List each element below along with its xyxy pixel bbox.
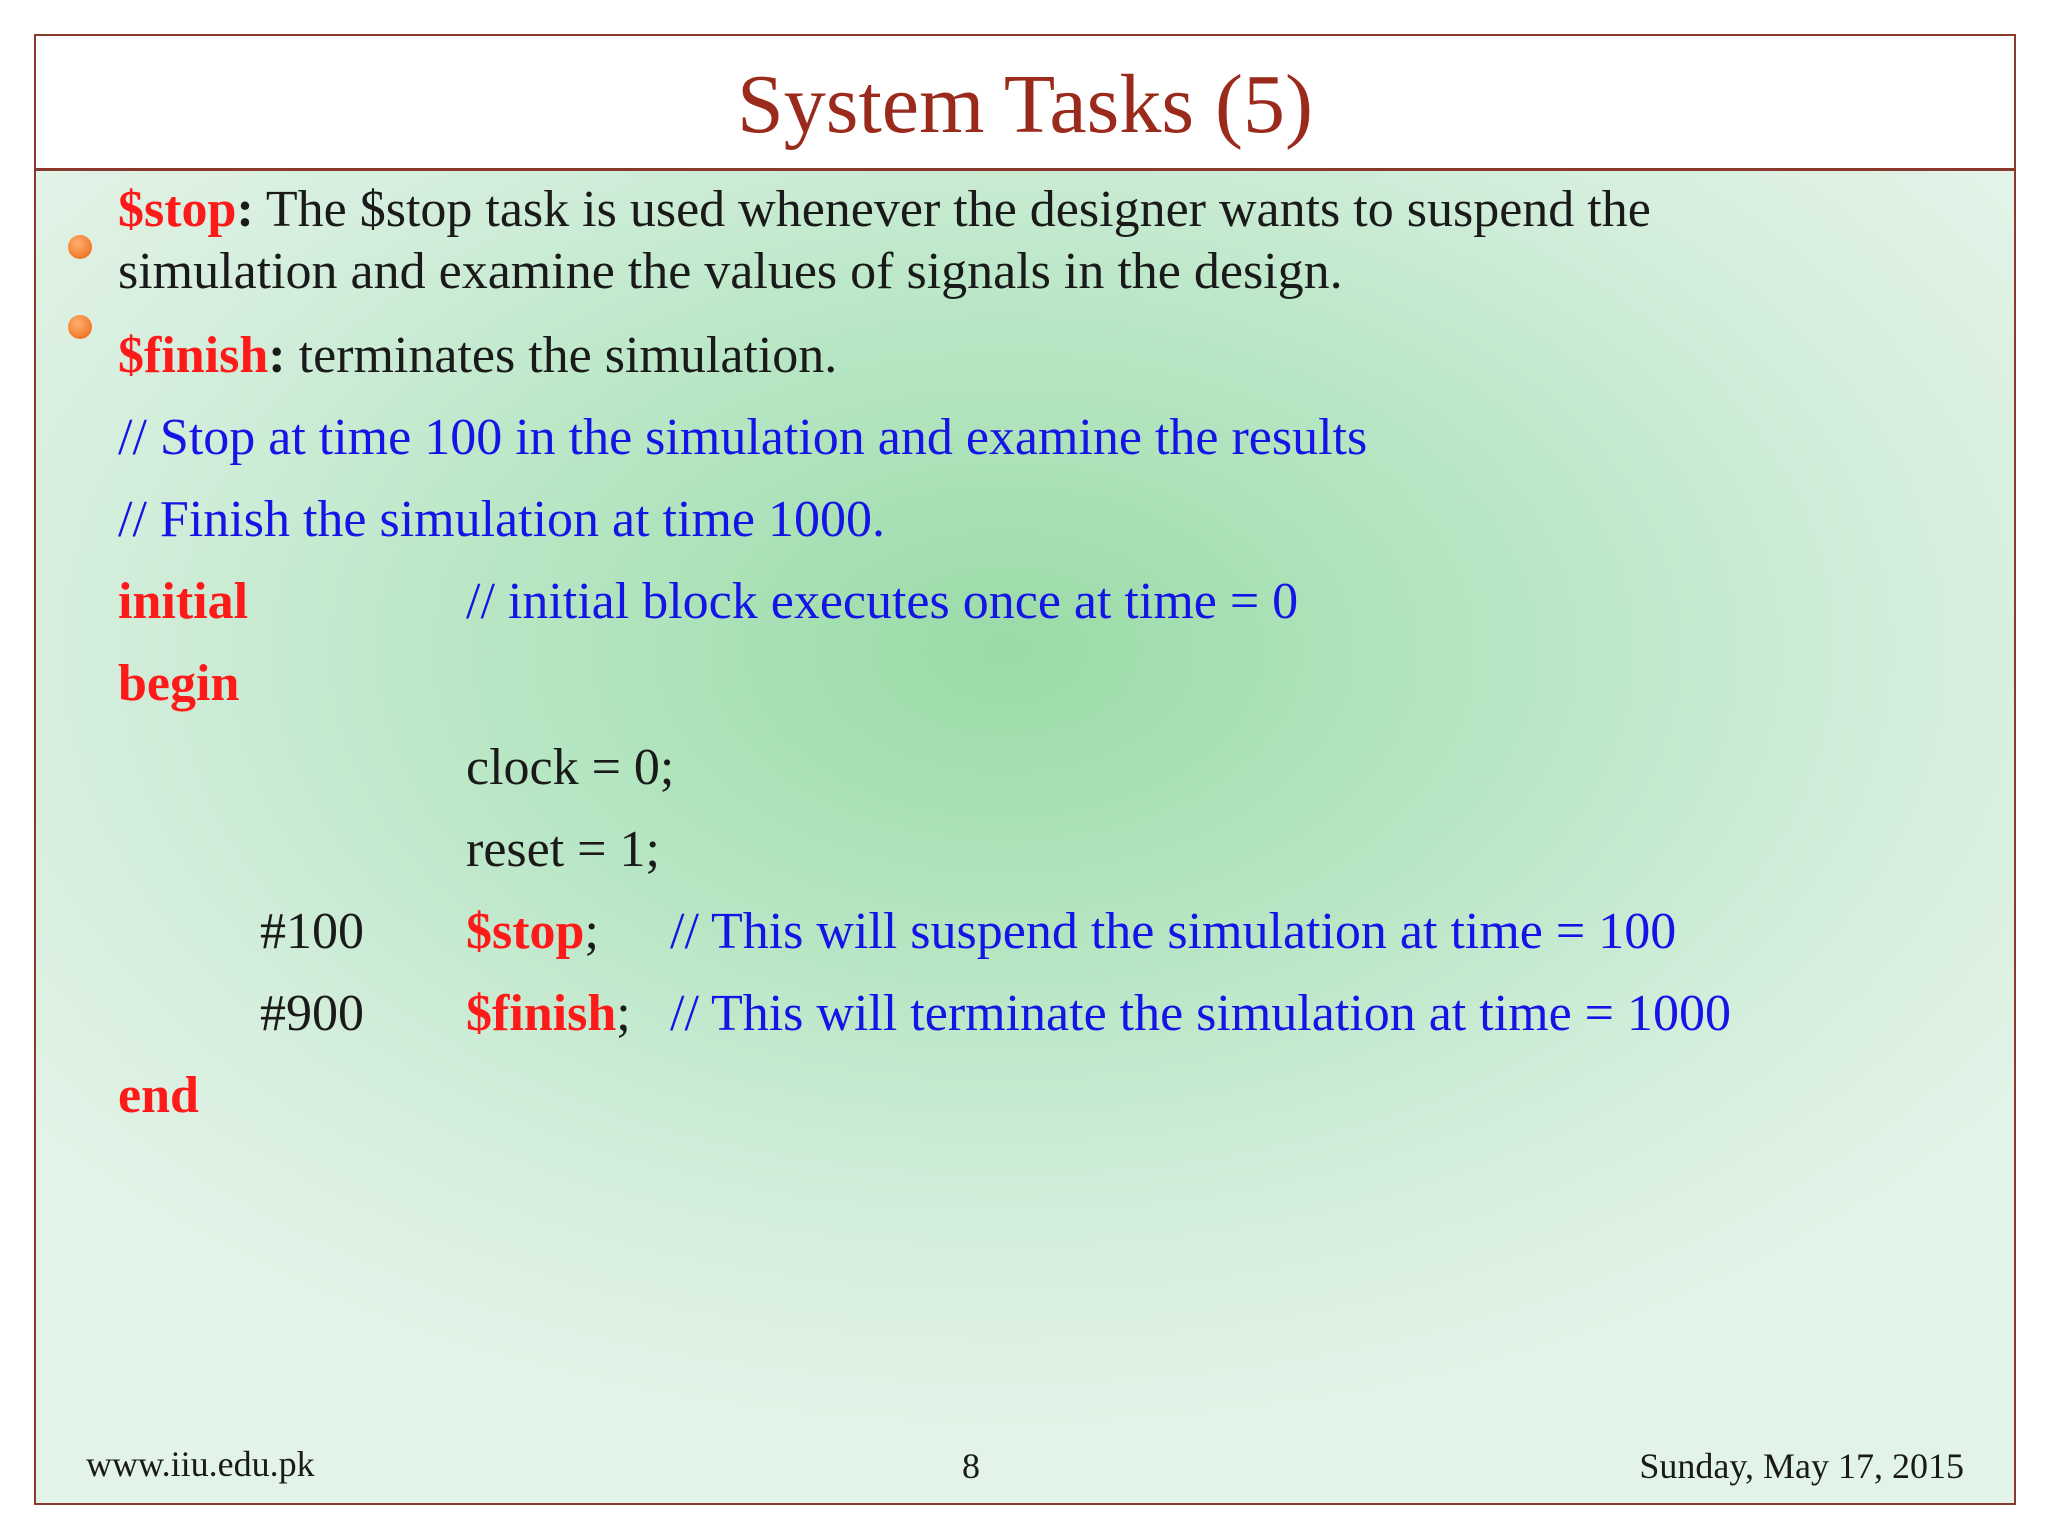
footer-date: Sunday, May 17, 2015 <box>1639 1446 1964 1486</box>
code-delay-900: #900 <box>260 985 364 1042</box>
slide-content <box>36 171 2014 1505</box>
code-stop-statement <box>466 901 599 963</box>
slide-title: System Tasks (5) <box>737 58 1313 151</box>
code-statement-clock: clock = 0; <box>466 739 675 796</box>
stop-description-1: The $stop task is used whenever the designer wants to suspend the <box>253 181 1651 238</box>
footer-page-number: 8 <box>962 1446 980 1486</box>
title-bar <box>36 36 2014 171</box>
code-finish-statement <box>466 983 631 1045</box>
code-finish-semicolon: ; <box>616 985 631 1042</box>
code-delay-100: #100 <box>260 903 364 960</box>
code-finish-task: $finish <box>466 985 617 1042</box>
code-finish-comment: // This will terminate the simulation at time = 1000 <box>670 985 1731 1042</box>
bullet-stop-line1 <box>118 179 1651 241</box>
code-comment-1: // Stop at time 100 in the simulation and examine the results <box>118 409 1368 466</box>
code-end-keyword: end <box>118 1067 199 1124</box>
code-statement-reset: reset = 1; <box>466 821 660 878</box>
finish-colon: : <box>268 327 286 384</box>
code-stop-comment: // This will suspend the simulation at time = 100 <box>670 903 1677 960</box>
footer-website: www.iiu.edu.pk <box>86 1444 315 1484</box>
bullet-dot-icon <box>68 315 92 339</box>
code-initial-keyword: initial <box>118 573 249 630</box>
stop-description-2: simulation and examine the values of signals in the design. <box>118 243 1343 300</box>
code-initial-comment: // initial block executes once at time = 0 <box>466 573 1299 630</box>
code-stop-task: $stop <box>466 903 585 960</box>
finish-keyword: $finish <box>118 327 269 384</box>
code-begin-keyword: begin <box>118 655 240 712</box>
code-comment-2: // Finish the simulation at time 1000. <box>118 491 885 548</box>
bullet-stop-line2 <box>118 241 1343 303</box>
code-stop-semicolon: ; <box>584 903 599 960</box>
finish-description: terminates the simulation. <box>285 327 838 384</box>
slide <box>34 34 2016 1505</box>
stop-keyword: $stop <box>118 181 237 238</box>
bullet-dot-icon <box>68 235 92 259</box>
bullet-finish-line <box>118 325 837 387</box>
stop-colon: : <box>236 181 254 238</box>
